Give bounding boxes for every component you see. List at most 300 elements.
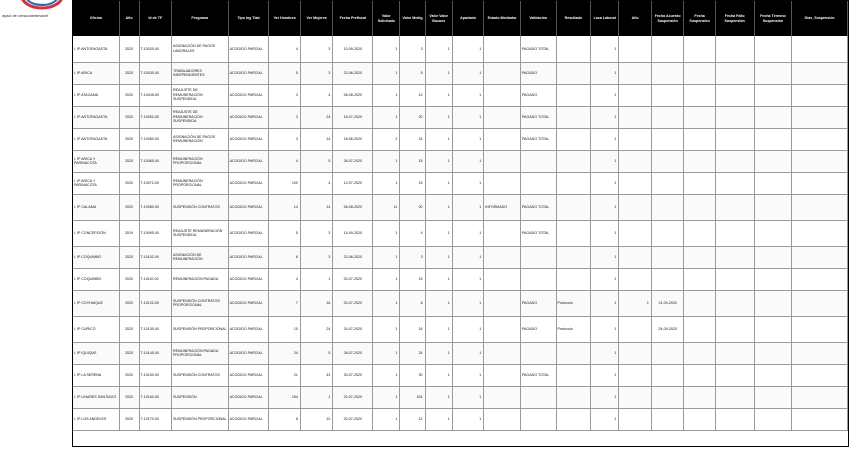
table-cell [715,408,754,430]
table-cell [792,246,848,268]
table-cell: T-10060-00 [139,128,171,150]
table-cell [619,342,651,364]
table-cell [684,36,715,62]
table-cell: 1 [425,194,452,220]
table-cell: 2020 [119,386,139,408]
table-cell [715,106,754,128]
table-cell [684,316,715,342]
table-cell: 24-07-2020 [333,316,373,342]
table-cell: Protocolo [556,316,591,342]
table-cell [556,128,591,150]
table-cell: 10 [300,408,332,430]
table-row [73,150,848,172]
table-cell [619,316,651,342]
table-cell: 1 [452,220,483,246]
table-cell: 1 [452,62,483,84]
table-cell [520,386,556,408]
table-cell [684,268,715,290]
table-cell: 2020 [119,364,139,386]
column-header: Apartado [452,1,483,36]
table-cell [684,106,715,128]
table-row [73,386,848,408]
table-cell: 1 [591,150,619,172]
table-cell: 1 [373,246,400,268]
column-header: Fecha Suspensión [684,1,715,36]
table-cell [484,84,521,106]
table-cell: 1 [591,194,619,220]
table-cell: 24 [269,342,300,364]
table-cell: 1 [452,150,483,172]
table-cell: 28-07-2020 [333,342,373,364]
table-cell: PAGADO TOTAL [520,106,556,128]
table-cell: 1 [373,408,400,430]
table-cell: 3 [300,36,332,62]
table-cell: 2020 [119,84,139,106]
table-cell: 1 [425,62,452,84]
table-cell [684,246,715,268]
table-cell [484,220,521,246]
table-cell: 1 [425,172,452,194]
table-cell: 2020 [119,150,139,172]
table-cell [651,364,683,386]
table-row [73,268,848,290]
table-cell [651,194,683,220]
column-header: Resultado [556,1,591,36]
table-cell [484,36,521,62]
table-cell [754,316,792,342]
table-cell: PAGADO TOTAL [520,36,556,62]
logo-word: Tribato [35,2,45,6]
table-cell [754,290,792,316]
table-cell: 20 [400,194,425,220]
table-cell [484,150,521,172]
table-cell: 1 [591,316,619,342]
table-cell: 21-09-2020 [651,290,683,316]
table-cell: 3 [300,220,332,246]
table-cell: 2020 [119,268,139,290]
table-cell [754,106,792,128]
table-cell: 26-07-2020 [333,150,373,172]
table-cell [715,364,754,386]
table-cell: 14 [300,128,332,150]
table-cell: 1 [425,246,452,268]
table-cell: 24 [400,128,425,150]
table-cell: REMUNERACIÓN PROPORCIONAL [172,150,229,172]
table-cell: ACOGIDO PARCIAL [228,106,269,128]
table-cell [556,172,591,194]
table-cell [520,246,556,268]
table-cell [619,84,651,106]
table-cell: 1 [452,106,483,128]
table-cell [754,268,792,290]
table-cell: 24 [300,316,332,342]
table-cell [715,386,754,408]
table-cell: 4 [400,220,425,246]
table-cell [619,150,651,172]
table-cell [556,62,591,84]
table-cell: 1 [452,36,483,62]
table-cell [651,106,683,128]
table-cell [754,342,792,364]
table-cell [754,220,792,246]
table-cell: I. IP ANTOFAGASTA [73,36,119,62]
table-cell: 1 [373,62,400,84]
table-cell: 1 [373,316,400,342]
table-cell: 1 [425,128,452,150]
table-cell: ACOGIDO PARCIAL [228,150,269,172]
table-cell: 24 [300,106,332,128]
table-cell: PAGADO [520,84,556,106]
table-cell: I. IP IQUIQUE [73,342,119,364]
column-header: Laca Laboral [591,1,619,36]
table-cell [520,342,556,364]
table-cell [715,316,754,342]
table-cell: 1 [373,36,400,62]
table-cell [792,150,848,172]
table-cell: ACOGIDO PARCIAL [228,62,269,84]
table-cell: T-10102-00 [139,246,171,268]
table-cell: T-10095-00 [139,220,171,246]
table-cell: T-10072-00 [139,172,171,194]
table-row [73,408,848,430]
table-cell [792,62,848,84]
table-cell [619,194,651,220]
table-cell: 1 [591,342,619,364]
table-cell: PAGADO [520,290,556,316]
column-header: Id de TF [139,1,171,36]
table-cell: PAGADO [520,62,556,84]
table-cell [684,128,715,150]
table-cell: ACOGIDO PARCIAL [228,316,269,342]
table-cell: 1 [452,246,483,268]
table-cell [651,150,683,172]
table-cell [556,386,591,408]
table-cell: 10-09-2020 [333,36,373,62]
table-cell: 1 [425,36,452,62]
table-cell: 4 [269,150,300,172]
table-cell: T-10130-00 [139,316,171,342]
table-cell: 12-07-2020 [333,172,373,194]
column-header: Fecha Término Suspensión [754,1,792,36]
table-cell: 2020 [119,290,139,316]
table-cell [754,62,792,84]
table-cell: 16-07-2020 [333,106,373,128]
table-cell [684,408,715,430]
table-cell: 1 [452,408,483,430]
table-cell [754,246,792,268]
table-cell: 154 [269,386,300,408]
table-cell: 1 [425,220,452,246]
table-cell [484,268,521,290]
table-cell: REMUNERACIÓN PAGADA PROPORCIONAL [172,342,229,364]
table-cell: 12 [400,408,425,430]
table-cell: 1 [591,364,619,386]
column-header: Tipo Ing Tlab [228,1,269,36]
column-header: Ver Mujeres [300,1,332,36]
table-row [73,194,848,220]
table-cell: T-10080-00 [139,194,171,220]
table-cell: 5 [400,62,425,84]
table-row [73,342,848,364]
table-body [73,36,848,430]
table-cell [619,268,651,290]
table-cell [619,106,651,128]
table-cell [651,128,683,150]
table-cell: ACOGIDO PARCIAL [228,36,269,62]
table-cell: 4 [269,36,300,62]
table-cell: 1 [452,364,483,386]
table-cell: T-10160-00 [139,386,171,408]
table-cell: 1 [619,290,651,316]
table-cell: T-10110-00 [139,268,171,290]
table-cell: SUSPENSIÓN PROPORCIONAL [172,408,229,430]
table-cell [792,128,848,150]
table-cell [684,290,715,316]
table-cell: 1 [300,268,332,290]
table-cell [754,386,792,408]
table-row [73,106,848,128]
table-cell: 16 [300,290,332,316]
table-cell: 22-06-2020 [333,62,373,84]
table-cell: PAGADO TOTAL [520,364,556,386]
table-cell [715,246,754,268]
table-cell: 1 [373,290,400,316]
table-cell: 24 [400,342,425,364]
table-cell [792,342,848,364]
table-cell: 1 [300,386,332,408]
table-cell [651,342,683,364]
table-row [73,364,848,386]
table-cell: 43 [300,364,332,386]
table-cell [619,364,651,386]
table-cell: 4 [269,268,300,290]
table-row [73,220,848,246]
table-cell: 20 [400,106,425,128]
table-cell: I. IP LA SERENA [73,364,119,386]
table-cell: PAGADO TOTAL [520,194,556,220]
table-cell [484,128,521,150]
table-cell: I. IP CALAMA [73,194,119,220]
table-cell: 1 [591,62,619,84]
table-cell [684,84,715,106]
table-cell: 26-08-2020 [333,194,373,220]
table-cell: 14 [269,194,300,220]
table-cell: ACOGIDO PARCIAL [228,364,269,386]
table-cell [619,408,651,430]
table-cell: 2020 [119,246,139,268]
table-cell [619,246,651,268]
table-cell: REMUNERACIÓN PAGADA [172,268,229,290]
table-cell: 14 [300,194,332,220]
table-cell: ACOGIDO PARCIAL [228,194,269,220]
table-cell [556,364,591,386]
table-cell: ACOGIDO PARCIAL [228,246,269,268]
table-cell: 1 [425,408,452,430]
table-row [73,246,848,268]
table-row [73,290,848,316]
table-cell: 2020 [119,62,139,84]
table-cell [556,84,591,106]
column-header: Año [619,1,651,36]
table-cell: 1 [452,290,483,316]
table-cell [715,290,754,316]
table-cell: 1 [373,172,400,194]
table-cell [651,408,683,430]
table-cell: 154 [400,386,425,408]
table-cell: 1 [591,246,619,268]
table-cell [754,150,792,172]
table-cell [484,62,521,84]
column-header: Oficina [73,1,119,36]
table-cell [754,128,792,150]
table-cell [556,246,591,268]
table-cell: ACOGIDO PARCIAL [228,84,269,106]
table-cell [556,150,591,172]
table-cell: ASIGNACIÓN DE REMUNERACIÓN [172,246,229,268]
table-cell: SUSPENSIÓN [172,386,229,408]
table-cell: 3 [269,106,300,128]
table-cell: ASIGNACIÓN DE PAGOS LABORALES [172,36,229,62]
table-cell: 2020 [119,172,139,194]
table-cell: I. IP ANTOFAGASTA [73,128,119,150]
table-cell: 30 [400,364,425,386]
table-cell: REAJUSTE DE REMUNERACIÓN SUSPENDIDA [172,84,229,106]
table-cell [520,172,556,194]
table-cell: 1 [452,84,483,106]
table-cell: I. IP COQUIMBO [73,246,119,268]
table-cell: 1 [591,290,619,316]
table-cell: 2020 [119,194,139,220]
table-cell: 3 [300,246,332,268]
table-cell [619,220,651,246]
table-cell [651,220,683,246]
table-cell [792,290,848,316]
table-cell: ACOGIDO PARCIAL [228,408,269,430]
table-cell [651,84,683,106]
data-sheet [72,0,849,447]
table-cell [792,364,848,386]
table-cell [715,36,754,62]
table-cell: 18-06-2020 [333,128,373,150]
table-cell [684,150,715,172]
table-cell: 26-08-2020 [333,84,373,106]
table-cell: 1 [591,408,619,430]
table-cell: ACOGIDO PARCIAL [228,220,269,246]
table-cell: 1 [591,36,619,62]
table-cell: 22-07-2020 [333,386,373,408]
table-cell: I. IP CURICÓ [73,316,119,342]
table-cell: 6 [269,246,300,268]
column-header: Valor Medig [400,1,425,36]
table-cell: 5 [269,220,300,246]
table-cell [484,342,521,364]
table-cell: 1 [591,386,619,408]
table-cell [556,194,591,220]
column-header: Días_Suspensión [792,1,848,36]
table-cell: 1 [373,386,400,408]
table-cell: 1 [591,220,619,246]
table-cell: 5 [300,150,332,172]
table-cell [651,246,683,268]
table-cell: 3 [400,246,425,268]
table-cell: T-10065-00 [139,150,171,172]
table-cell: 20-07-2020 [333,290,373,316]
table-cell [484,316,521,342]
table-cell [792,316,848,342]
table-cell [715,150,754,172]
table-cell: 3 [269,84,300,106]
table-cell [484,172,521,194]
table-cell: 1 [591,106,619,128]
table-cell [651,62,683,84]
table-cell [651,172,683,194]
table-row [73,84,848,106]
table-cell: 1 [425,268,452,290]
table-cell: 3 [300,62,332,84]
table-cell: 21 [269,364,300,386]
table-cell: 7 [269,290,300,316]
table-cell: PAGADO TOTAL [520,128,556,150]
table-cell [792,194,848,220]
table-cell: I. IP ARICA Y PARINACOTA [73,150,119,172]
table-cell: ASIGNACIÓN DE PAGOS REMUNERACIÓN [172,128,229,150]
table-cell: I. IP ARICA [73,62,119,84]
table-cell: 12 [400,84,425,106]
table-cell: 1 [591,268,619,290]
table-cell: 1 [591,128,619,150]
table-cell [484,246,521,268]
table-cell [619,62,651,84]
table-cell: ACOGIDO PARCIAL [228,386,269,408]
table-cell [715,62,754,84]
table-cell [619,172,651,194]
table-cell: 2019 [119,220,139,246]
table-cell: 1 [452,268,483,290]
table-cell: 24-09-2020 [651,316,683,342]
table-cell: T-10030-00 [139,62,171,84]
table-cell [619,386,651,408]
table-cell: I. IP COQUIMBO [73,268,119,290]
table-cell: 2020 [119,342,139,364]
table-cell [684,194,715,220]
column-header: Fecha Fallo Suspensión [715,1,754,36]
table-cell [520,268,556,290]
table-cell [619,36,651,62]
table-cell: TRABAJADORES INDEPENDIENTES [172,62,229,84]
table-cell: 1 [452,172,483,194]
column-header: Fecha Prefiscal [333,1,373,36]
table-cell: T-10045-00 [139,84,171,106]
table-cell [754,172,792,194]
table-cell [684,220,715,246]
table-cell: 6 [400,290,425,316]
table-cell: 2020 [119,316,139,342]
table-cell [520,408,556,430]
table-row [73,36,848,62]
column-header: Valor Valor Bucues [425,1,452,36]
table-cell [792,268,848,290]
table-cell [792,106,848,128]
table-cell [684,386,715,408]
table-cell: 15 [400,268,425,290]
table-cell [556,342,591,364]
table-cell: I. IP ANTOFAGASTA [73,106,119,128]
table-cell [715,342,754,364]
table-cell: 1 [425,106,452,128]
table-cell: PAGADO TOTAL [520,220,556,246]
table-cell: I. IP COYHAIQUE [73,290,119,316]
column-header: Año [119,1,139,36]
